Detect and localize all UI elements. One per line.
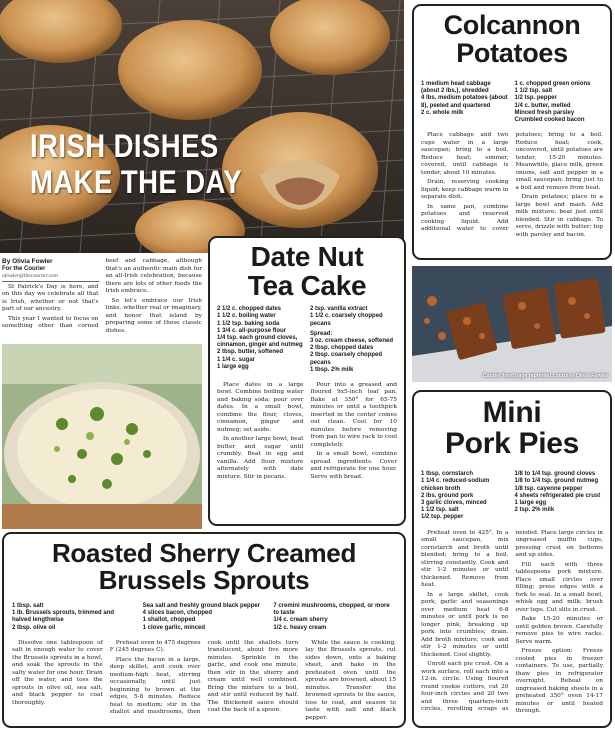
ingredient-list-right — [310, 306, 397, 374]
ingredient: 1 1/4 c. reduced-sodium chicken broth — [421, 478, 490, 492]
ingredient: 1 clove garlic, minced — [142, 624, 206, 631]
recipe-title — [421, 398, 603, 459]
ingredient-list-col1 — [12, 603, 135, 632]
ingredient: 2 c. whole milk — [421, 109, 464, 116]
ingredient: 1 lb. Brussels sprouts, trimmed and halved lengthwise — [12, 610, 115, 624]
title-line-2: Brussels Sprouts — [98, 564, 310, 595]
ingredient-list-right — [515, 471, 604, 521]
direction-paragraph: In a small bowl, combine spread ingredients. Cover and refrigerate for one hour. Serve with bread. — [310, 451, 397, 480]
ingredient: 1 c. chopped green onions — [514, 81, 591, 88]
headline-line-1: IRISH DISHES — [30, 128, 219, 164]
ingredient-list-col2 — [143, 603, 266, 632]
direction-paragraph: Unroll each pie crust. On a work surface, roll each into a 12-in. circle. Using floured round cookie cutters, cut 20 four-inch circles and 20 two and three quarters-inch circles, rerolling scraps as needed. Place large circles in ungreased muffin cups, pressing crust on bottoms and up sides. — [421, 529, 603, 713]
byline-outlet: For the Courier — [2, 266, 46, 272]
ingredient: 1/2 tsp. pepper — [421, 514, 464, 521]
ingredient: 1 1/2 c. coarsely chopped pecans — [310, 313, 383, 327]
direction-paragraph: Drain, reserving cooking liquid; keep cabbage warm in separate dish. — [421, 179, 509, 201]
ingredient: 1 1/2 tsp. salt — [421, 507, 459, 514]
direction-paragraph: Place cabbage and two cups water in a large saucepan; bring to a boil. Reduce heat; simmer, covered, until cabbage is tender, about 10 minutes. — [421, 132, 509, 176]
ingredient: 2 tbsp. butter, softened — [217, 349, 284, 356]
intro-paragraph: So let's embrace our Irish links, whether real or imaginary, and honor that island by preparing some of these classic dishes. — [105, 297, 202, 334]
colcannon-bowl-illustration — [2, 344, 202, 529]
ingredient: 2 tbsp. olive oil — [12, 624, 56, 631]
ingredient: 1 1/2 tsp. baking soda — [217, 320, 280, 327]
ingredient: 1 tbsp. 2% milk — [310, 366, 354, 373]
byline-email: ofowler@thecourier.com — [2, 274, 99, 282]
direction-paragraph: Freeze option: Freeze cooled pies in freezer containers. To use, partially thaw pies in refrigerator overnight. Reheat on ungreased baking sheets in a preheated 350° oven 14-17 minutes or until heated through. — [515, 648, 603, 715]
ingredient: 1 large egg — [217, 363, 249, 370]
direction-paragraph: Drain potatoes; place in a large bowl and mash. Add milk mixture; beat just until blended. Stir in cabbage. To serve, drizzle with butter; top with parsley and bacon. — [515, 194, 603, 238]
ingredient: 4 sheets refrigerated pie crust — [514, 492, 601, 499]
ingredient-list-right — [515, 81, 604, 124]
ingredient: 1 medium head cabbage (about 2 lbs.), shredded — [421, 81, 491, 95]
ingredient-list-col3 — [273, 603, 396, 632]
title-line-1: Colcannon — [443, 10, 581, 40]
intro-paragraph: St Patrick's Day is here, and on this day we celebrate all that is Irish, whether or not that's part of our ancestry. — [2, 283, 99, 312]
ingredient: 3 oz. cream cheese, softened — [310, 337, 394, 344]
direction-paragraph: Pour into a greased and floured 9x5-inch loaf pan. Bake at 350° for 65-75 minutes or until a toothpick inserted in the center comes out clean. Cool for 10 minutes before removing from pan to wire rack to cool completely. — [310, 381, 397, 448]
direction-paragraph: While the sauce is cooking, lay the Brussels sprouts, cut sides down, onto a baking sheet, and bake in the preheated oven until the sprouts are browned, about 15 minutes. Transfer the browned sprouts to the sauce, toss to coat, and season to taste with salt and black pepper. — [305, 639, 397, 721]
ingredient: 2 tbsp. chopped dates — [310, 345, 374, 352]
ingredient: 1 tbsp. cornstarch — [421, 471, 474, 478]
ingredient: 1/4 c. butter, melted — [514, 102, 571, 109]
direction-paragraph: In another large bowl, beat butter and sugar until crumbly. Beat in egg and vanilla. Add flour mixture alternately with date mixture. Stir in pecans. — [217, 436, 304, 480]
ingredient-list-left — [421, 81, 510, 124]
recipe-title — [12, 540, 396, 593]
direction-paragraph: In a large skillet, cook pork, garlic and seasonings over medium heat 6-8 minutes or until pork is no longer pink, breaking up pork into crumbles; drain. Add broth mixture; cook and stir 1-2 minutes or until thickened. Cool slightly. — [421, 591, 509, 658]
ingredient: 1 1/2 tsp. salt — [514, 88, 553, 95]
ingredient-list-left — [217, 306, 304, 374]
date-nut-cake-photo — [412, 266, 612, 382]
ingredient: 1/2 c. heavy cream — [273, 624, 327, 631]
direction-paragraph: Dissolve one tablespoon of salt in enough water to cover the Brussels sprouts in a bowl, and soak the sprouts in the salty water for one hour. Drain off the water, and toss the sprouts in olive oil, sea salt, and black pepper to coat thoroughly. — [12, 639, 103, 706]
ingredient: 2 1/2 c. chopped dates — [217, 306, 282, 313]
ingredient: 2 tbsp. coarsely chopped pecans — [310, 352, 383, 366]
intro-paragraph: This year I wanted to focus on something other than corned beef and cabbage, although that's an authentic main dish for an all-Irish celebration, because there are lots of other foods the Irish embrace. — [2, 258, 202, 329]
ingredient: 3 garlic cloves, minced — [421, 500, 487, 506]
ingredient: 1/2 tsp. pepper — [514, 95, 557, 102]
ingredient: 7 cremini mushrooms, chopped, or more to taste — [273, 603, 390, 617]
direction-paragraph: Preheat oven to 425°. In a small saucepan, mix cornstarch and broth until blended; bring to a boil, stirring constantly. Cook and stir 1-2 minutes or until thickened. Remove from heat. — [421, 529, 509, 589]
ingredient: 1/8 to 1/4 tsp. ground nutmeg — [514, 478, 599, 485]
direction-paragraph: Fill each with three tablespoons pork mixture. Place small circles over filling; press edges with a fork to seal. In a small bowl, whisk egg and milk; brush over tops. Cut slits in crust. — [515, 561, 603, 613]
direction-paragraph: Preheat oven to 475 degrees F (245 degrees C). — [109, 639, 201, 654]
ingredient: Crumbled cooked bacon — [514, 117, 585, 124]
recipe-title — [421, 12, 603, 67]
ingredient: Minced fresh parsley — [514, 109, 575, 116]
direction-paragraph: Place dates in a large bowl. Combine boiling water and baking soda; pour over dates. In a small bowl, combine the flour, cloves, cinnamon, ginger and nutmeg; set aside. — [217, 381, 304, 433]
recipe-colcannon-potatoes — [412, 4, 612, 260]
intro-column — [2, 258, 202, 338]
ingredient: Sea salt and freshly ground black pepper — [142, 603, 261, 610]
recipe-date-nut-tea-cake — [208, 236, 406, 526]
ingredient: 1 tbsp. salt — [12, 603, 44, 610]
hero-headline — [30, 128, 242, 200]
title-line-1: Roasted Sherry Creamed — [51, 538, 357, 568]
ingredient: 4 slices bacon, chopped — [142, 610, 213, 617]
ingredient: 1 1/4 c. sugar — [217, 356, 256, 363]
ingredient: 2 lbs. ground pork — [421, 492, 474, 499]
ingredient: 1 shallot, chopped — [142, 617, 196, 624]
title-line-2: Pork Pies — [444, 426, 580, 460]
ingredient: 1/8 to 1/4 tsp. ground cloves — [514, 471, 596, 478]
ingredient-heading: Spread: — [310, 330, 333, 337]
ingredient: 1/4 tsp. each ground cloves, cinnamon, ginger and nutmeg — [217, 334, 303, 349]
cake-slices-illustration — [412, 266, 612, 382]
recipe-mini-pork-pies — [412, 390, 612, 728]
ingredient: 1 1/2 c. boiling water — [217, 313, 276, 320]
pork-pies-illustration — [0, 0, 404, 253]
recipe-roasted-sherry-creamed-brussels-sprouts — [2, 532, 406, 728]
ingredient: 1 3/4 c. all-purpose flour — [217, 327, 287, 334]
direction-paragraph: In same pan, combine potatoes and reserved cooking liquid. Add additional water to cover potatoes; bring to a boil. Reduce heat; cook, uncovered, until potatoes are tender, 15-20 minutes. Meanwhile, place milk, green onions, salt and pepper in a small saucepan; bring just to a boil and remove from heat. — [421, 132, 603, 233]
ingredient: 2 tsp. vanilla extract — [310, 306, 368, 313]
ingredient: 2 tsp. 2% milk — [514, 507, 555, 514]
title-line-2: Potatoes — [456, 37, 568, 68]
ingredient: 4 lbs. medium potatoes (about 8), peeled and quartered — [421, 95, 508, 109]
headline-line-2: MAKE THE DAY — [30, 164, 243, 200]
ingredient-list-left — [421, 471, 510, 521]
colcannon-photo — [2, 344, 202, 529]
photo-credit: Courier food page reprinted courtesy Olivia Fowler — [482, 373, 608, 379]
byline-author: By Olivia Fowler — [2, 258, 53, 265]
direction-paragraph: Bake 15-20 minutes or until golden brown. Carefully remove pies to wire racks. Serve warm. — [515, 616, 603, 645]
ingredient: 1/4 c. cream sherry — [273, 617, 328, 624]
recipe-title — [217, 243, 397, 300]
direction-paragraph: Place the bacon in a large, deep skillet, and cook over medium-high heat, stirring occasionally, until just beginning to brown at the edges, 5-8 minutes. Reduce heat to medium; stir in the shallot and mushrooms, then cook until the shallots turn translucent, about five more minutes. Sprinkle in the garlic, and cook one minute, then stir in the sherry and cream until well combined. Bring the mixture to a boil, and stir until reduced by half. The thickened sauce should coat the back of a spoon. — [109, 639, 299, 716]
title-line-1: Date Nut — [250, 241, 364, 272]
ingredient: 1/8 tsp. cayenne pepper — [514, 485, 583, 492]
title-line-1: Mini — [482, 396, 542, 429]
hero-photo-pork-pies — [0, 0, 404, 253]
ingredient: 1 large egg — [514, 500, 547, 506]
title-line-2: Tea Cake — [247, 269, 367, 301]
